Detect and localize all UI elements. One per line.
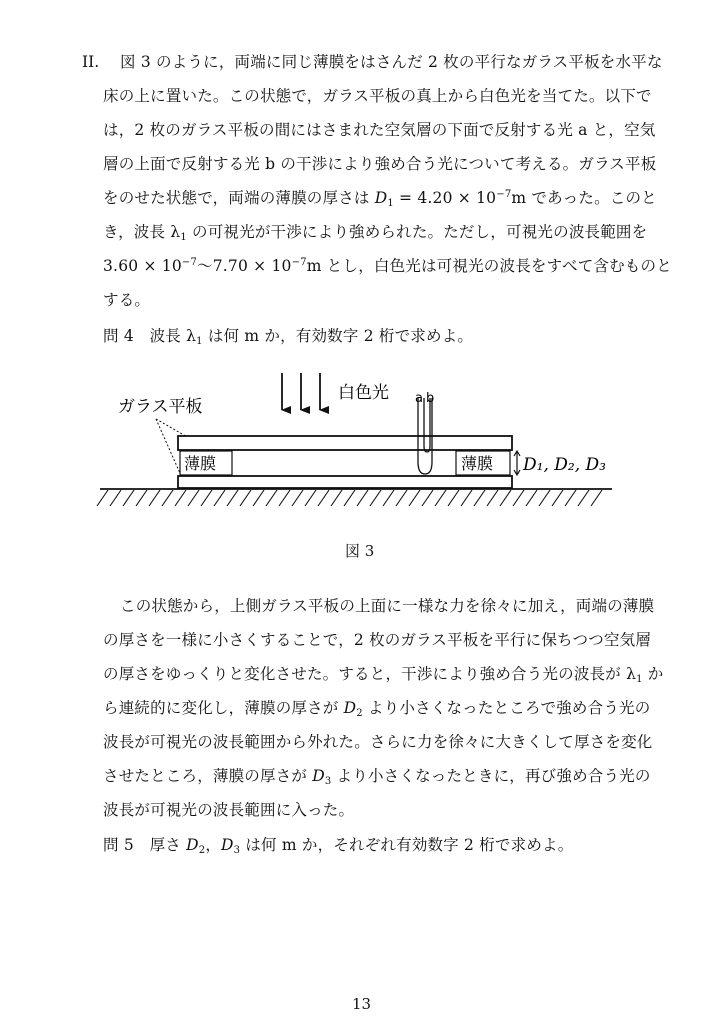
hatch-line	[175, 490, 186, 506]
floor-hatching	[97, 490, 602, 506]
hatch-line	[526, 490, 537, 506]
para1-line: $3.60 \times 10^{-7}$〜$7.70 \times 10^{-7}m$ とし，白色光は可視光の波長をすべて含むものと	[103, 257, 672, 275]
hatch-line	[422, 490, 433, 506]
hatch-line	[357, 490, 368, 506]
hatch-line	[344, 490, 355, 506]
hatch-line	[539, 490, 550, 506]
question-4: 問 4 波長 $\lambda_1$ は何 m か，有効数字 2 桁で求めよ。	[103, 327, 474, 347]
thickness-labels: D₁, D₂, D₃	[523, 455, 606, 475]
para2-line: の厚さを一様に小さくすることで，2 枚のガラス平板を平行に保ちつつ空気層	[103, 631, 652, 649]
para2-line: ら連続的に変化し，薄膜の厚さが $D_2$ より小さくなったところで強め合う光の	[103, 699, 651, 719]
lower-glass-plate	[178, 476, 512, 488]
film-right-label: 薄膜	[461, 454, 494, 473]
hatch-line	[448, 490, 459, 506]
film-left-label: 薄膜	[184, 454, 217, 473]
hatch-line	[292, 490, 303, 506]
para1-line: は，2 枚のガラス平板の間にはさまれた空気層の下面で反射する光 a と，空気	[103, 121, 656, 139]
hatch-line	[240, 490, 251, 506]
para2-line: 波長が可視光の波長範囲に入った。	[103, 801, 355, 819]
hatch-line	[396, 490, 407, 506]
figure-caption: 図 3	[345, 542, 375, 560]
thickness-indicator	[514, 451, 520, 475]
para1-line: き，波長 $\lambda_1$ の可視光が干渉により強められた。ただし，可視光の波長範囲を	[103, 223, 648, 243]
hatch-line	[370, 490, 381, 506]
white-light-label: 白色光	[338, 383, 389, 403]
hatch-line	[552, 490, 563, 506]
hatch-line	[435, 490, 446, 506]
hatch-line	[253, 490, 264, 506]
para1-line: 層の上面で反射する光 b の干渉により強め合う光について考える。ガラス平板	[103, 155, 657, 173]
hatch-line	[136, 490, 147, 506]
hatch-line	[162, 490, 173, 506]
hatch-line	[227, 490, 238, 506]
hatch-line	[331, 490, 342, 506]
page-number: 13	[352, 995, 372, 1013]
hatch-line	[266, 490, 277, 506]
hatch-line	[591, 490, 602, 506]
hatch-line	[578, 490, 589, 506]
para1-line: 図 3 のように，両端に同じ薄膜をはさんだ 2 枚の平行なガラス平板を水平な	[120, 53, 663, 71]
hatch-line	[123, 490, 134, 506]
hatch-line	[383, 490, 394, 506]
hatch-line	[201, 490, 212, 506]
hatch-line	[110, 490, 121, 506]
ray-b-label: b	[426, 391, 435, 406]
hatch-line	[487, 490, 498, 506]
hatch-line	[318, 490, 329, 506]
para2-line: の厚さをゆっくりと変化させた。すると，干渉により強め合う光の波長が $\lambda_1$ か	[103, 665, 664, 685]
hatch-line	[513, 490, 524, 506]
hatch-line	[279, 490, 290, 506]
upper-glass-plate	[178, 436, 512, 450]
hatch-line	[305, 490, 316, 506]
para2-line: 波長が可視光の波長範囲から外れた。さらに力を徐々に大きくして厚さを変化	[103, 733, 653, 751]
hatch-line	[149, 490, 160, 506]
question-5: 問 5 厚さ $D_2$，$D_3$ は何 m か，それぞれ有効数字 2 桁で求めよ。	[103, 836, 574, 856]
para1-line: 床の上に置いた。この状態で，ガラス平板の真上から白色光を当てた。以下で	[103, 87, 652, 105]
para2-line: この状態から，上側ガラス平板の上面に一様な力を徐々に加え，両端の薄膜	[120, 597, 655, 615]
white-light-arrows	[282, 373, 320, 410]
hatch-line	[474, 490, 485, 506]
para2-line: させたところ，薄膜の厚さが $D_3$ より小さくなったときに，再び強め合う光の	[103, 767, 651, 787]
hatch-line	[461, 490, 472, 506]
hatch-line	[409, 490, 420, 506]
section-number: II.	[82, 53, 100, 71]
hatch-line	[214, 490, 225, 506]
ray-a-label: a	[415, 391, 423, 406]
hatch-line	[500, 490, 511, 506]
para1-line: をのせた状態で，両端の薄膜の厚さは $D_1 = 4.20 \times 10^{-7}m$ であった。このと	[103, 189, 657, 209]
hatch-line	[565, 490, 576, 506]
hatch-line	[97, 490, 108, 506]
para1-line: する。	[103, 291, 151, 309]
hatch-line	[188, 490, 199, 506]
glass-plate-label: ガラス平板	[118, 397, 203, 417]
